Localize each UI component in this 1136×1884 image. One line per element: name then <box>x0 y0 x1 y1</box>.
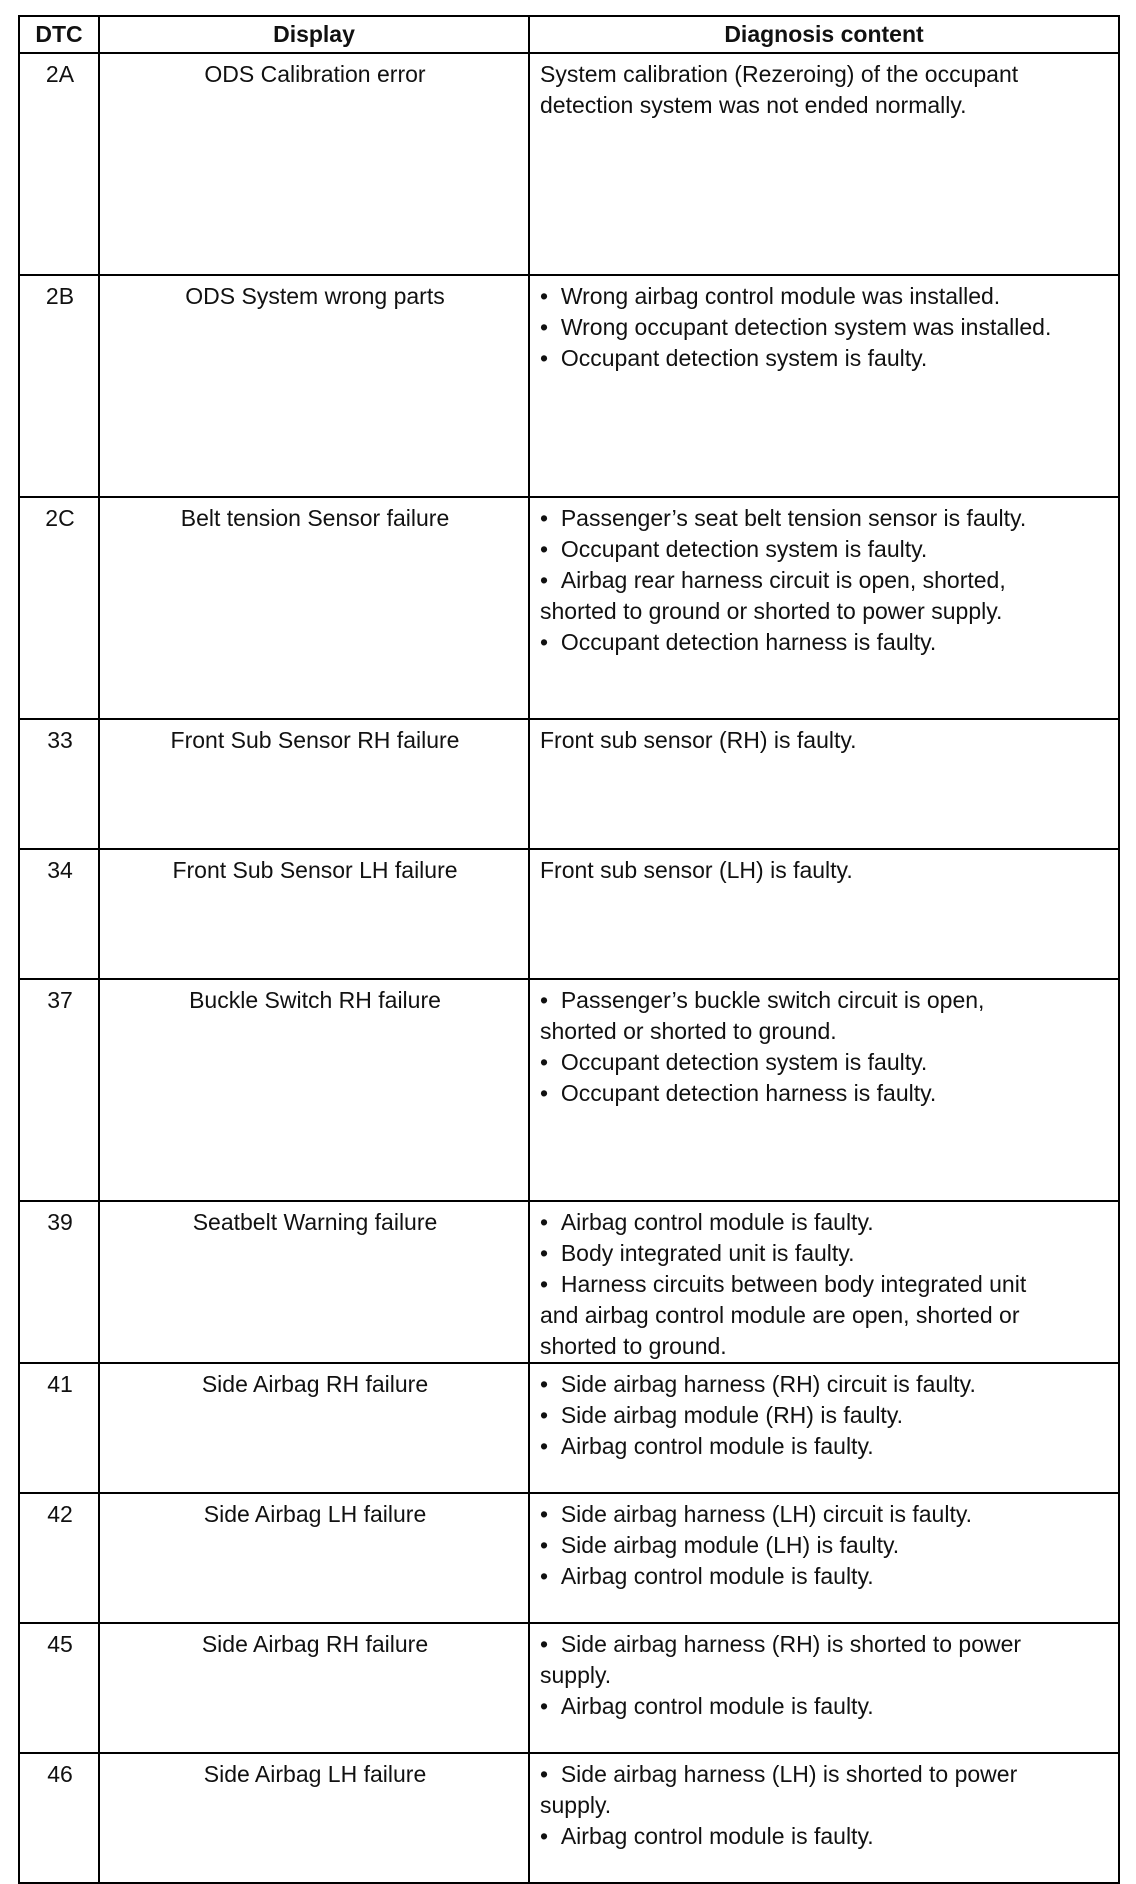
diagnosis-bullet-line: • Harness circuits between body integrated unit <box>540 1269 1110 1300</box>
diagnosis-bullet-line: • Occupant detection system is faulty. <box>540 343 1110 374</box>
dtc-code-cell: 39 <box>19 1201 99 1363</box>
dtc-code-cell: 2A <box>19 53 99 275</box>
dtc-code-cell: 34 <box>19 849 99 979</box>
table-row <box>19 1493 1119 1623</box>
display-cell: Side Airbag LH failure <box>99 1753 529 1883</box>
table-row <box>19 979 1119 1201</box>
dtc-code-cell: 46 <box>19 1753 99 1883</box>
table-row <box>19 1201 1119 1363</box>
dtc-code-cell: 2C <box>19 497 99 719</box>
diagnosis-cell <box>529 979 1119 1201</box>
diagnosis-bullet-line: • Airbag control module is faulty. <box>540 1207 1110 1238</box>
diagnosis-bullet-line: • Airbag control module is faulty. <box>540 1691 1110 1722</box>
dtc-code-cell: 33 <box>19 719 99 849</box>
diagnosis-bullet-line: • Occupant detection system is faulty. <box>540 534 1110 565</box>
diagnosis-line: detection system was not ended normally. <box>540 92 967 118</box>
header-display: Display <box>99 16 529 53</box>
table-row <box>19 1753 1119 1883</box>
diagnosis-line: supply. <box>540 1662 612 1688</box>
diagnosis-bullet-line: • Passenger’s seat belt tension sensor is faulty. <box>540 503 1110 534</box>
display-cell: ODS Calibration error <box>99 53 529 275</box>
diagnosis-bullet-line: • Side airbag module (LH) is faulty. <box>540 1530 1110 1561</box>
diagnosis-cell <box>529 1493 1119 1623</box>
display-cell: Side Airbag RH failure <box>99 1363 529 1493</box>
diagnosis-line: and airbag control module are open, shorted or <box>540 1302 1020 1328</box>
display-cell: Side Airbag LH failure <box>99 1493 529 1623</box>
header-diagnosis-content: Diagnosis content <box>529 16 1119 53</box>
diagnosis-cell <box>529 275 1119 497</box>
display-cell: Front Sub Sensor LH failure <box>99 849 529 979</box>
diagnosis-line: System calibration (Rezeroing) of the occupant <box>540 61 1019 87</box>
diagnosis-line: shorted or shorted to ground. <box>540 1018 837 1044</box>
diagnosis-bullet-line: • Airbag rear harness circuit is open, shorted, <box>540 565 1110 596</box>
diagnosis-cell <box>529 1623 1119 1753</box>
diagnosis-cell <box>529 719 1119 849</box>
diagnosis-bullet-line: • Occupant detection harness is faulty. <box>540 1078 1110 1109</box>
table-header-row <box>19 16 1119 53</box>
diagnosis-line: supply. <box>540 1792 612 1818</box>
diagnosis-cell <box>529 53 1119 275</box>
diagnosis-bullet-line: • Side airbag harness (LH) is shorted to power <box>540 1759 1110 1790</box>
diagnosis-bullet-line: • Airbag control module is faulty. <box>540 1821 1110 1852</box>
diagnosis-bullet-line: • Airbag control module is faulty. <box>540 1431 1110 1462</box>
diagnosis-bullet-line: • Side airbag harness (RH) circuit is faulty. <box>540 1369 1110 1400</box>
table-row <box>19 275 1119 497</box>
display-cell: Belt tension Sensor failure <box>99 497 529 719</box>
dtc-code-cell: 45 <box>19 1623 99 1753</box>
dtc-code-cell: 41 <box>19 1363 99 1493</box>
dtc-code-cell: 42 <box>19 1493 99 1623</box>
table-body <box>19 53 1119 1883</box>
diagnosis-bullet-line: • Wrong occupant detection system was installed. <box>540 312 1110 343</box>
diagnosis-bullet-line: • Side airbag harness (LH) circuit is faulty. <box>540 1499 1110 1530</box>
table-row <box>19 719 1119 849</box>
diagnosis-bullet-line: • Side airbag module (RH) is faulty. <box>540 1400 1110 1431</box>
diagnosis-line: Front sub sensor (LH) is faulty. <box>540 857 853 883</box>
diagnosis-cell <box>529 1753 1119 1883</box>
dtc-code-cell: 37 <box>19 979 99 1201</box>
diagnosis-line: Front sub sensor (RH) is faulty. <box>540 727 857 753</box>
diagnosis-bullet-line: • Passenger’s buckle switch circuit is open, <box>540 985 1110 1016</box>
display-cell: ODS System wrong parts <box>99 275 529 497</box>
display-cell: Side Airbag RH failure <box>99 1623 529 1753</box>
table-row <box>19 1623 1119 1753</box>
diagnosis-line: shorted to ground. <box>540 1333 727 1359</box>
display-cell: Buckle Switch RH failure <box>99 979 529 1201</box>
diagnosis-cell <box>529 849 1119 979</box>
display-cell: Seatbelt Warning failure <box>99 1201 529 1363</box>
display-cell: Front Sub Sensor RH failure <box>99 719 529 849</box>
diagnosis-bullet-line: • Occupant detection harness is faulty. <box>540 627 1110 658</box>
diagnosis-line: shorted to ground or shorted to power supply. <box>540 598 1003 624</box>
diagnosis-bullet-line: • Airbag control module is faulty. <box>540 1561 1110 1592</box>
diagnosis-cell <box>529 1201 1119 1363</box>
diagnosis-bullet-line: • Occupant detection system is faulty. <box>540 1047 1110 1078</box>
table-row <box>19 53 1119 275</box>
header-dtc: DTC <box>19 16 99 53</box>
table-row <box>19 1363 1119 1493</box>
table-row <box>19 497 1119 719</box>
diagnosis-cell <box>529 1363 1119 1493</box>
dtc-table <box>18 15 1120 1884</box>
diagnosis-cell <box>529 497 1119 719</box>
diagnosis-bullet-line: • Wrong airbag control module was installed. <box>540 281 1110 312</box>
diagnosis-bullet-line: • Side airbag harness (RH) is shorted to power <box>540 1629 1110 1660</box>
diagnosis-bullet-line: • Body integrated unit is faulty. <box>540 1238 1110 1269</box>
dtc-code-cell: 2B <box>19 275 99 497</box>
table-row <box>19 849 1119 979</box>
